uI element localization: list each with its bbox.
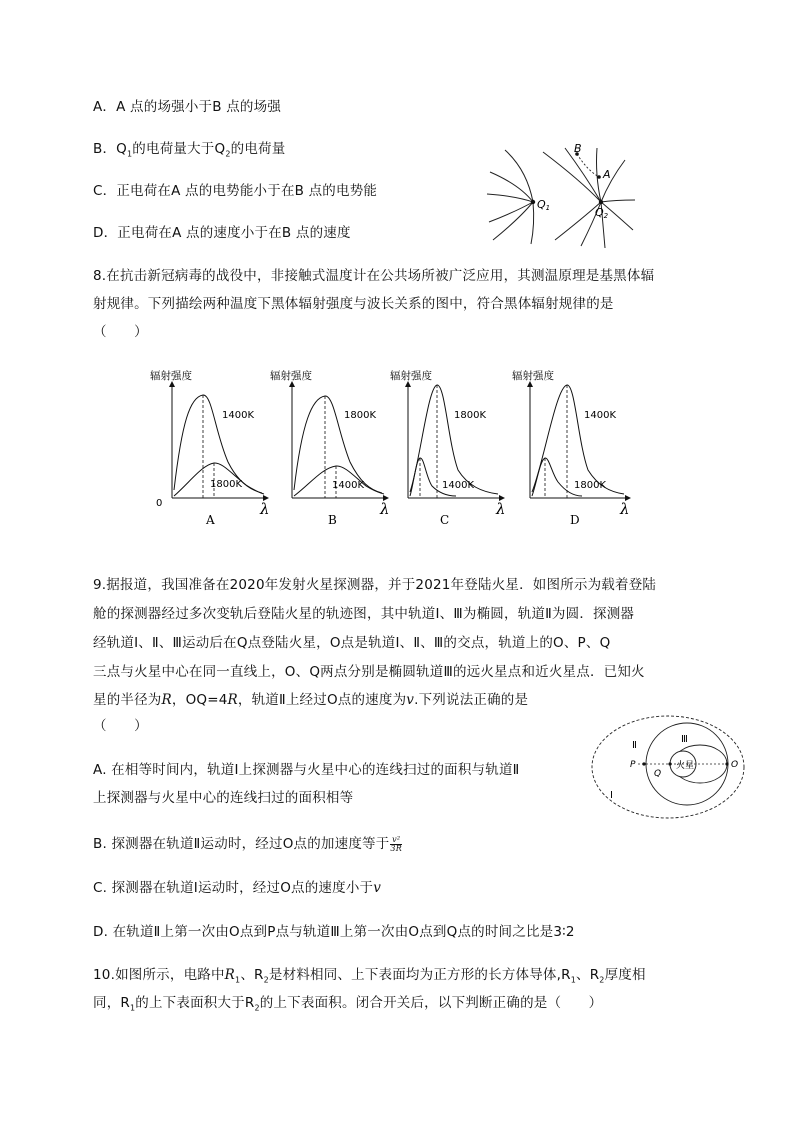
label-q1: Q1 [537, 198, 551, 212]
q9-option-a-line2: 上探测器与火星中心的连线扫过的面积相等 [93, 790, 354, 806]
point-p-label: P [630, 760, 636, 770]
fraction-v2-over-3r: $\frac{\text{v²}}{3R}$ [390, 834, 402, 853]
label-a: A [603, 168, 611, 181]
q10-stem-line2: 同，$R_1$的上下表面积大于$R_2$的上下表面积。闭合开关后，以下判断正确的是（ ） [93, 995, 603, 1013]
svg-text:辐射强度: 辐射强度 [150, 370, 192, 382]
q9-stem-line4: 三点与火星中心在同一直线上，O、Q两点分别是椭圆轨道Ⅲ的远火星点和近火星点．已知火 [93, 664, 645, 680]
q9-option-c: C. 探测器在轨道Ⅰ运动时，经过O点的速度小于v [93, 880, 382, 896]
orbit-3-label: Ⅲ [681, 734, 688, 745]
orbit-1 [592, 716, 744, 818]
svg-text:B: B [328, 513, 337, 527]
planet-label: 火星 [676, 761, 695, 771]
svg-text:1400K: 1400K [222, 410, 255, 421]
svg-text:辐射强度: 辐射强度 [512, 370, 554, 382]
q7-option-b: B．$Q_1$的电荷量大于$Q_2$的电荷量 [93, 141, 286, 159]
svg-text:辐射强度: 辐射强度 [270, 370, 312, 382]
q9-option-b: B. 探测器在轨道Ⅱ运动时，经过O点的加速度等于 $\frac{\text{v²}}{3R}$ [93, 834, 402, 853]
q9-option-a-line1: A. 在相等时间内，轨道Ⅰ上探测器与火星中心的连线扫过的面积与轨道Ⅱ [93, 762, 520, 778]
q9-stem-line3: 经轨道Ⅰ、Ⅱ、Ⅲ运动后在Q点登陆火星，O点是轨道Ⅰ、Ⅱ、Ⅲ的交点，轨道上的O、P、Q [93, 635, 611, 651]
q9-option-d: D. 在轨道Ⅱ上第一次由O点到P点与轨道Ⅲ上第一次由O点到Q点的时间之比是3∶2 [93, 924, 575, 940]
svg-text:C: C [440, 513, 450, 527]
curve-1800k [410, 385, 498, 494]
q9-stem-line1: 9.据报道，我国准备在2020年发射火星探测器，并于2021年登陆火星．如图所示为载着登陆 [93, 577, 657, 593]
q8-stem-line2: 射规律。下列描绘两种温度下黑体辐射强度与波长关系的图中，符合黑体辐射规律的是 [93, 296, 614, 312]
q10-stem-line1: 10.如图所示，电路中$R_1$、$R_2$是材料相同、上下表面均为正方形的长方体导体$,R_1$、$R_2$厚度相 [93, 967, 646, 985]
charge-q2-marker [599, 200, 603, 204]
chart-panel-b [270, 369, 390, 527]
q8-answer-blank: （ ） [93, 324, 148, 340]
q9-stem-line5: 星的半径为R，OQ=4R，轨道Ⅱ上经过O点的速度为v.下列说法正确的是 [93, 692, 529, 708]
point-a-marker [597, 175, 601, 179]
svg-text:辐射强度: 辐射强度 [390, 370, 432, 382]
q8-blackbody-charts [150, 362, 650, 532]
chart-panel-a [150, 369, 270, 527]
q8-stem-line1: 8.在抗击新冠病毒的战役中，非接触式温度计在公共场所被广泛应用，其测温原理是基黑体辐 [93, 268, 655, 284]
svg-text:1400K: 1400K [442, 480, 475, 491]
orbit-1-label: Ⅰ [610, 790, 613, 801]
svg-text:1800K: 1800K [344, 410, 377, 421]
svg-text:λ: λ [380, 500, 390, 518]
svg-text:λ: λ [620, 500, 630, 518]
q9-stem-line2: 舱的探测器经过多次变轨后登陆火星的轨迹图，其中轨道Ⅰ、Ⅲ为椭圆，轨道Ⅱ为圆．探测器 [93, 606, 635, 622]
svg-text:1800K: 1800K [574, 480, 607, 491]
label-b: B [574, 142, 582, 155]
q9-answer-blank: （ ） [93, 718, 148, 734]
orbit-2-label: Ⅱ [632, 740, 637, 751]
svg-text:1800K: 1800K [454, 410, 487, 421]
charge-q1-marker [531, 200, 535, 204]
svg-text:1400K: 1400K [332, 480, 365, 491]
svg-text:1400K: 1400K [584, 410, 617, 421]
q7-option-a: A．A 点的场强小于B 点的场强 [93, 99, 282, 115]
chart-panel-d [512, 369, 630, 527]
svg-text:0: 0 [156, 498, 163, 509]
svg-text:A: A [206, 513, 215, 527]
point-q-label: Q [654, 769, 662, 779]
svg-text:λ: λ [260, 500, 270, 518]
svg-text:D: D [570, 513, 580, 527]
chart-panel-c [390, 369, 506, 527]
q7-field-figure [485, 140, 635, 250]
q9-orbit-figure [590, 712, 750, 820]
point-o-label: O [731, 760, 739, 770]
q7-option-c: C．正电荷在A 点的电势能小于在B 点的电势能 [93, 183, 378, 199]
label-q2: Q2 [595, 206, 609, 220]
curve-1400k [532, 385, 624, 494]
q7-option-d: D．正电荷在A 点的速度小于在B 点的速度 [93, 225, 351, 241]
svg-text:1800K: 1800K [210, 479, 243, 490]
svg-text:λ: λ [496, 500, 506, 518]
